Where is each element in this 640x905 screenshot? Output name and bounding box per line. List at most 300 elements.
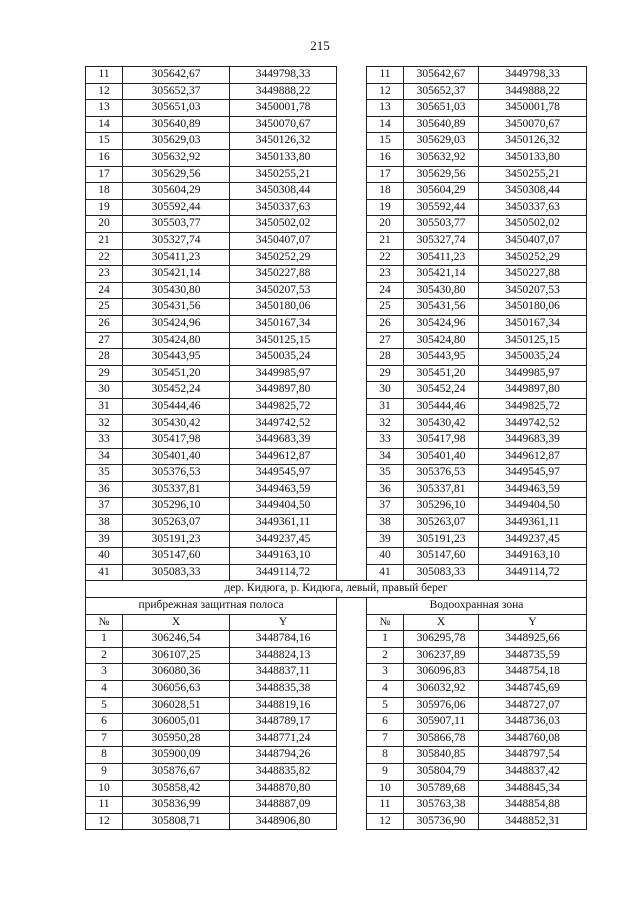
point-number-right: 10	[367, 780, 404, 797]
y-coordinate-left: 3450308,44	[230, 183, 337, 200]
point-number-right: 11	[367, 67, 404, 84]
y-coordinate-right: 3450125,15	[479, 332, 587, 349]
column-gap	[337, 548, 367, 565]
point-number-left: 20	[86, 216, 123, 233]
y-coordinate-left: 3449163,10	[230, 548, 337, 565]
column-gap	[337, 813, 367, 830]
y-coordinate-left: 3448835,38	[230, 680, 337, 697]
column-gap	[337, 183, 367, 200]
point-number-left: 17	[86, 166, 123, 183]
table-row	[86, 465, 587, 482]
y-coordinate-left: 3449985,97	[230, 365, 337, 382]
x-coordinate-left: 305629,56	[123, 166, 230, 183]
point-number-right: 27	[367, 332, 404, 349]
y-coordinate-right: 3448754,18	[479, 664, 587, 681]
table-row	[86, 349, 587, 366]
column-gap	[337, 531, 367, 548]
x-coordinate-left: 305376,53	[123, 465, 230, 482]
y-coordinate-left: 3450070,67	[230, 116, 337, 133]
point-number-left: 14	[86, 116, 123, 133]
y-coordinate-left: 3450207,53	[230, 282, 337, 299]
point-number-right: 7	[367, 730, 404, 747]
x-coordinate-right: 305451,20	[404, 365, 479, 382]
point-number-left: 24	[86, 282, 123, 299]
column-gap	[337, 631, 367, 648]
point-number-left: 25	[86, 299, 123, 316]
y-coordinate-left: 3448835,82	[230, 763, 337, 780]
x-coordinate-left: 305451,20	[123, 365, 230, 382]
x-coordinate-right: 305401,40	[404, 448, 479, 465]
column-gap	[337, 465, 367, 482]
y-coordinate-left: 3450252,29	[230, 249, 337, 266]
point-number-right: 15	[367, 133, 404, 150]
point-number-right: 13	[367, 100, 404, 117]
x-coordinate-right: 306295,78	[404, 631, 479, 648]
y-coordinate-left: 3449237,45	[230, 531, 337, 548]
y-coordinate-left: 3449612,87	[230, 448, 337, 465]
x-coordinate-left: 305876,67	[123, 763, 230, 780]
x-coordinate-left: 305652,37	[123, 83, 230, 100]
column-gap	[337, 498, 367, 515]
point-number-right: 29	[367, 365, 404, 382]
x-coordinate-left: 305592,44	[123, 199, 230, 216]
x-coordinate-left: 305424,96	[123, 315, 230, 332]
y-coordinate-right: 3450227,88	[479, 266, 587, 283]
point-number-right: 25	[367, 299, 404, 316]
column-gap	[337, 763, 367, 780]
x-coordinate-left: 305604,29	[123, 183, 230, 200]
x-coordinate-left: 305642,67	[123, 67, 230, 84]
y-coordinate-right: 3450126,32	[479, 133, 587, 150]
x-coordinate-right: 305417,98	[404, 432, 479, 449]
y-coordinate-right: 3449163,10	[479, 548, 587, 565]
x-coordinate-right: 305296,10	[404, 498, 479, 515]
table-row	[86, 266, 587, 283]
point-number-right: 26	[367, 315, 404, 332]
point-number-right: 11	[367, 797, 404, 814]
y-coordinate-left: 3448870,80	[230, 780, 337, 797]
point-number-left: 10	[86, 780, 123, 797]
x-coordinate-right: 305424,80	[404, 332, 479, 349]
point-number-right: 19	[367, 199, 404, 216]
point-number-right: 35	[367, 465, 404, 482]
y-coordinate-left: 3448794,26	[230, 747, 337, 764]
x-coordinate-right: 305376,53	[404, 465, 479, 482]
table-row	[86, 797, 587, 814]
column-gap	[337, 432, 367, 449]
x-coordinate-left: 305431,56	[123, 299, 230, 316]
point-number-right: 22	[367, 249, 404, 266]
x-coordinate-left: 305417,98	[123, 432, 230, 449]
x-coordinate-right: 305411,23	[404, 249, 479, 266]
y-coordinate-right: 3450207,53	[479, 282, 587, 299]
point-number-left: 6	[86, 714, 123, 731]
x-coordinate-right: 305642,67	[404, 67, 479, 84]
point-number-left: 21	[86, 232, 123, 249]
y-coordinate-left: 3450407,07	[230, 232, 337, 249]
table-row	[86, 332, 587, 349]
x-coordinate-left: 305808,71	[123, 813, 230, 830]
point-number-left: 32	[86, 415, 123, 432]
x-coordinate-right: 305503,77	[404, 216, 479, 233]
x-coordinate-left: 305421,14	[123, 266, 230, 283]
y-coordinate-left: 3448906,80	[230, 813, 337, 830]
y-coordinate-left: 3450180,06	[230, 299, 337, 316]
y-coordinate-left: 3450502,02	[230, 216, 337, 233]
x-coordinate-left: 305147,60	[123, 548, 230, 565]
point-number-left: 13	[86, 100, 123, 117]
x-coordinate-right: 305327,74	[404, 232, 479, 249]
point-number-right: 37	[367, 498, 404, 515]
y-coordinate-right: 3450035,24	[479, 349, 587, 366]
column-gap	[337, 199, 367, 216]
y-coordinate-left: 3449825,72	[230, 398, 337, 415]
x-coordinate-right: 305191,23	[404, 531, 479, 548]
table-row	[86, 631, 587, 648]
point-number-left: 19	[86, 199, 123, 216]
point-number-right: 33	[367, 432, 404, 449]
y-coordinate-right: 3448845,34	[479, 780, 587, 797]
table-row	[86, 730, 587, 747]
point-number-right: 31	[367, 398, 404, 415]
point-number-left: 7	[86, 730, 123, 747]
y-coordinate-right: 3448745,69	[479, 680, 587, 697]
x-coordinate-left: 305443,95	[123, 349, 230, 366]
x-coordinate-left: 306005,01	[123, 714, 230, 731]
point-number-left: 12	[86, 83, 123, 100]
column-gap	[337, 282, 367, 299]
y-coordinate-left: 3448887,09	[230, 797, 337, 814]
point-number-left: 41	[86, 564, 123, 581]
column-gap	[337, 299, 367, 316]
y-coordinate-right: 3448837,42	[479, 763, 587, 780]
column-gap	[337, 365, 367, 382]
y-coordinate-left: 3449404,50	[230, 498, 337, 515]
y-coordinate-right: 3448727,07	[479, 697, 587, 714]
point-number-right: 36	[367, 481, 404, 498]
column-gap	[337, 249, 367, 266]
x-coordinate-left: 305424,80	[123, 332, 230, 349]
point-number-right: 21	[367, 232, 404, 249]
y-coordinate-left: 3450035,24	[230, 349, 337, 366]
y-coordinate-right: 3449897,80	[479, 382, 587, 399]
point-number-right: 23	[367, 266, 404, 283]
x-coordinate-right: 305337,81	[404, 481, 479, 498]
table-row	[86, 498, 587, 515]
point-number-right: 2	[367, 647, 404, 664]
x-coordinate-right: 305866,78	[404, 730, 479, 747]
y-coordinate-left: 3450167,34	[230, 315, 337, 332]
point-number-right: 38	[367, 515, 404, 532]
point-number-left: 15	[86, 133, 123, 150]
table-row	[86, 680, 587, 697]
x-coordinate-left: 305083,33	[123, 564, 230, 581]
x-coordinate-left: 305950,28	[123, 730, 230, 747]
column-gap	[337, 415, 367, 432]
table-row	[86, 100, 587, 117]
y-coordinate-right: 3449888,22	[479, 83, 587, 100]
column-gap	[337, 448, 367, 465]
table-row	[86, 714, 587, 731]
x-coordinate-left: 306080,36	[123, 664, 230, 681]
y-coordinate-left: 3448837,11	[230, 664, 337, 681]
x-coordinate-left: 305430,80	[123, 282, 230, 299]
x-coordinate-right: 306032,92	[404, 680, 479, 697]
column-gap	[337, 398, 367, 415]
table-row	[86, 183, 587, 200]
x-coordinate-right: 305592,44	[404, 199, 479, 216]
column-gap	[337, 382, 367, 399]
x-coordinate-right: 305629,56	[404, 166, 479, 183]
point-number-left: 38	[86, 515, 123, 532]
table-row	[86, 199, 587, 216]
y-coordinate-left: 3449361,11	[230, 515, 337, 532]
x-coordinate-left: 305444,46	[123, 398, 230, 415]
x-coordinate-right: 305804,79	[404, 763, 479, 780]
x-coordinate-right: 305083,33	[404, 564, 479, 581]
column-gap	[337, 747, 367, 764]
column-gap	[337, 332, 367, 349]
y-coordinate-right: 3448735,59	[479, 647, 587, 664]
table-row	[86, 315, 587, 332]
point-number-left: 35	[86, 465, 123, 482]
point-number-right: 6	[367, 714, 404, 731]
point-number-left: 40	[86, 548, 123, 565]
x-coordinate-right: 305443,95	[404, 349, 479, 366]
column-gap	[337, 697, 367, 714]
point-number-right: 5	[367, 697, 404, 714]
table-row	[86, 780, 587, 797]
y-coordinate-right: 3450001,78	[479, 100, 587, 117]
column-gap	[337, 680, 367, 697]
x-coordinate-right: 305907,11	[404, 714, 479, 731]
point-number-right: 9	[367, 763, 404, 780]
table-row	[86, 282, 587, 299]
table-row	[86, 548, 587, 565]
column-gap	[337, 133, 367, 150]
y-coordinate-left: 3449545,97	[230, 465, 337, 482]
y-coordinate-left: 3448771,24	[230, 730, 337, 747]
point-number-right: 1	[367, 631, 404, 648]
subtitle-row	[86, 598, 587, 615]
column-gap	[337, 598, 367, 615]
y-coordinate-right: 3449612,87	[479, 448, 587, 465]
point-number-right: 17	[367, 166, 404, 183]
point-number-left: 28	[86, 349, 123, 366]
y-coordinate-left: 3448824,13	[230, 647, 337, 664]
point-number-left: 37	[86, 498, 123, 515]
y-coordinate-right: 3450252,29	[479, 249, 587, 266]
point-number-right: 18	[367, 183, 404, 200]
y-coordinate-left: 3450337,63	[230, 199, 337, 216]
y-coordinate-right: 3450180,06	[479, 299, 587, 316]
header-x-right: X	[404, 614, 479, 631]
x-coordinate-left: 305632,92	[123, 149, 230, 166]
y-coordinate-right: 3448760,08	[479, 730, 587, 747]
column-gap	[337, 166, 367, 183]
point-number-left: 11	[86, 67, 123, 84]
x-coordinate-right: 305424,96	[404, 315, 479, 332]
x-coordinate-left: 305629,03	[123, 133, 230, 150]
y-coordinate-left: 3449683,39	[230, 432, 337, 449]
table-row	[86, 232, 587, 249]
point-number-left: 2	[86, 647, 123, 664]
y-coordinate-right: 3448736,03	[479, 714, 587, 731]
y-coordinate-left: 3450125,15	[230, 332, 337, 349]
y-coordinate-right: 3450337,63	[479, 199, 587, 216]
y-coordinate-right: 3450070,67	[479, 116, 587, 133]
y-coordinate-left: 3449897,80	[230, 382, 337, 399]
x-coordinate-left: 305651,03	[123, 100, 230, 117]
table-row	[86, 448, 587, 465]
section-title: дер. Кидюга, р. Кидюга, левый, правый берег	[86, 581, 587, 598]
x-coordinate-right: 305430,80	[404, 282, 479, 299]
point-number-left: 5	[86, 697, 123, 714]
x-coordinate-left: 305191,23	[123, 531, 230, 548]
column-gap	[337, 83, 367, 100]
x-coordinate-left: 306107,25	[123, 647, 230, 664]
coordinates-table	[85, 66, 587, 830]
x-coordinate-left: 305836,99	[123, 797, 230, 814]
x-coordinate-left: 306028,51	[123, 697, 230, 714]
point-number-left: 23	[86, 266, 123, 283]
point-number-left: 12	[86, 813, 123, 830]
column-gap	[337, 100, 367, 117]
point-number-right: 8	[367, 747, 404, 764]
point-number-left: 16	[86, 149, 123, 166]
point-number-left: 22	[86, 249, 123, 266]
point-number-right: 4	[367, 680, 404, 697]
y-coordinate-left: 3449798,33	[230, 67, 337, 84]
y-coordinate-right: 3449237,45	[479, 531, 587, 548]
column-gap	[337, 780, 367, 797]
y-coordinate-right: 3449798,33	[479, 67, 587, 84]
y-coordinate-right: 3449361,11	[479, 515, 587, 532]
table-row	[86, 432, 587, 449]
x-coordinate-right: 305789,68	[404, 780, 479, 797]
x-coordinate-right: 305632,92	[404, 149, 479, 166]
table-row	[86, 67, 587, 84]
x-coordinate-right: 305452,24	[404, 382, 479, 399]
x-coordinate-left: 305327,74	[123, 232, 230, 249]
y-coordinate-right: 3449404,50	[479, 498, 587, 515]
column-gap	[337, 481, 367, 498]
column-gap	[337, 730, 367, 747]
table-row	[86, 133, 587, 150]
column-gap	[337, 349, 367, 366]
column-gap	[337, 515, 367, 532]
section-title-row	[86, 581, 587, 598]
point-number-right: 3	[367, 664, 404, 681]
table-row	[86, 382, 587, 399]
y-coordinate-right: 3448854,88	[479, 797, 587, 814]
y-coordinate-right: 3450133,80	[479, 149, 587, 166]
column-gap	[337, 266, 367, 283]
y-coordinate-left: 3450255,21	[230, 166, 337, 183]
x-coordinate-left: 305263,07	[123, 515, 230, 532]
y-coordinate-left: 3449742,52	[230, 415, 337, 432]
y-coordinate-left: 3450126,32	[230, 133, 337, 150]
x-coordinate-right: 305604,29	[404, 183, 479, 200]
column-gap	[337, 714, 367, 731]
table-row	[86, 415, 587, 432]
table-row	[86, 813, 587, 830]
section-body	[86, 581, 587, 631]
column-gap	[337, 116, 367, 133]
table-row	[86, 149, 587, 166]
x-coordinate-right: 305421,14	[404, 266, 479, 283]
y-coordinate-right: 3449742,52	[479, 415, 587, 432]
column-gap	[337, 315, 367, 332]
right-subtitle: Водоохранная зона	[367, 598, 587, 615]
x-coordinate-right: 305976,06	[404, 697, 479, 714]
y-coordinate-right: 3449985,97	[479, 365, 587, 382]
point-number-right: 30	[367, 382, 404, 399]
x-coordinate-left: 305452,24	[123, 382, 230, 399]
table-row	[86, 481, 587, 498]
x-coordinate-right: 305840,85	[404, 747, 479, 764]
x-coordinate-right: 305652,37	[404, 83, 479, 100]
x-coordinate-right: 305629,03	[404, 133, 479, 150]
column-gap	[337, 664, 367, 681]
y-coordinate-left: 3449463,59	[230, 481, 337, 498]
header-y-right: Y	[479, 614, 587, 631]
y-coordinate-left: 3450001,78	[230, 100, 337, 117]
point-number-right: 28	[367, 349, 404, 366]
table-row	[86, 116, 587, 133]
y-coordinate-right: 3449683,39	[479, 432, 587, 449]
point-number-right: 34	[367, 448, 404, 465]
x-coordinate-right: 305431,56	[404, 299, 479, 316]
y-coordinate-left: 3449114,72	[230, 564, 337, 581]
table-row	[86, 249, 587, 266]
table-row	[86, 697, 587, 714]
x-coordinate-left: 305503,77	[123, 216, 230, 233]
table-row	[86, 365, 587, 382]
table-row	[86, 515, 587, 532]
table-row	[86, 664, 587, 681]
column-gap	[337, 232, 367, 249]
x-coordinate-right: 305147,60	[404, 548, 479, 565]
point-number-left: 3	[86, 664, 123, 681]
column-gap	[337, 67, 367, 84]
y-coordinate-right: 3450502,02	[479, 216, 587, 233]
x-coordinate-left: 305640,89	[123, 116, 230, 133]
y-coordinate-right: 3448797,54	[479, 747, 587, 764]
point-number-left: 1	[86, 631, 123, 648]
x-coordinate-left: 305430,42	[123, 415, 230, 432]
y-coordinate-left: 3448789,17	[230, 714, 337, 731]
point-number-left: 27	[86, 332, 123, 349]
bottom-coordinates-body	[86, 631, 587, 830]
point-number-right: 16	[367, 149, 404, 166]
point-number-left: 18	[86, 183, 123, 200]
top-coordinates-body	[86, 67, 587, 581]
x-coordinate-left: 305401,40	[123, 448, 230, 465]
point-number-right: 32	[367, 415, 404, 432]
point-number-left: 4	[86, 680, 123, 697]
table-row	[86, 166, 587, 183]
table-row	[86, 647, 587, 664]
point-number-left: 8	[86, 747, 123, 764]
x-coordinate-right: 306096,83	[404, 664, 479, 681]
column-gap	[337, 564, 367, 581]
x-coordinate-right: 305736,90	[404, 813, 479, 830]
point-number-right: 12	[367, 83, 404, 100]
y-coordinate-right: 3449545,97	[479, 465, 587, 482]
point-number-left: 39	[86, 531, 123, 548]
header-row	[86, 614, 587, 631]
